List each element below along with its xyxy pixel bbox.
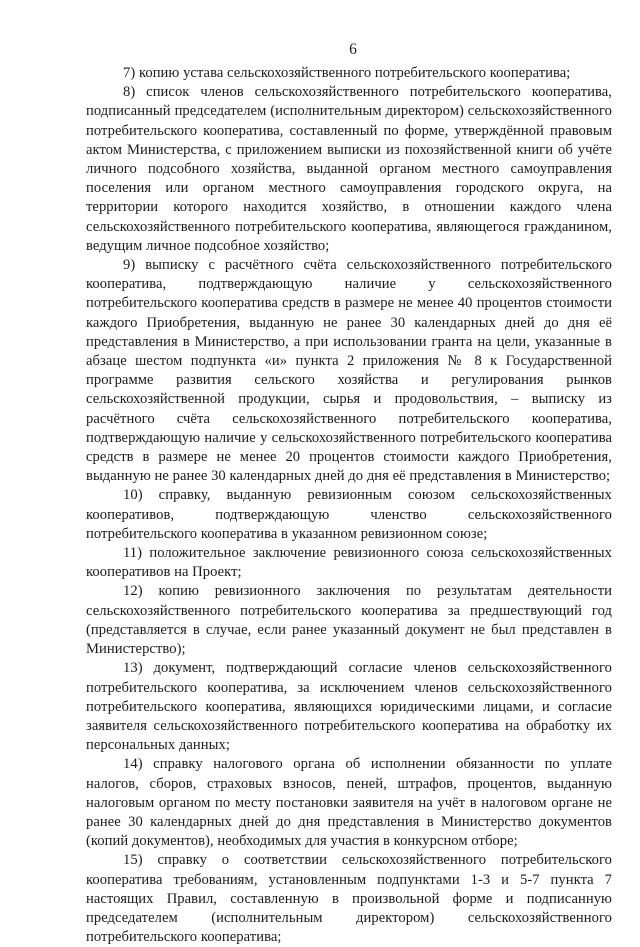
paragraph-item-12: 12) копию ревизионного заключения по результатам деятельности сельскохозяйственного потребительского кооператива за предшествующий год (представляется в случае, если ранее указанный документ не был представлен в Министерство); [86,583,612,658]
paragraph-item-9: 9) выписку с расчётного счёта сельскохозяйственного потребительского кооператива, подтверждающую наличие у сельскохозяйственного потребительского кооператива средств в размере не менее 40 процентов стоимости каждого Приобретения, выданную не ранее 30 календарных дней до дня её представления в Министерство, а при использовании гранта на цели, указанные в абзаце шестом подпункта «и» пункта 2 приложения № 8 к Государственной программе развития сельского хозяйства и регулирования рынков сельскохозяйственной продукции, сырья и продовольствия, – выписку из расчётного счёта сельскохозяйственного потребительского кооператива, подтверждающую наличие у сельскохозяйственного потребительского кооператива средств в размере не менее 20 процентов стоимости каждого Приобретения, выданную не ранее 30 календарных дней до дня её представления в Министерство; [86,257,612,485]
paragraph-item-13: 13) документ, подтверждающий согласие членов сельскохозяйственного потребительского кооператива, за исключением членов сельскохозяйственного потребительского кооператива, являющихся юридическими лицами, и согласие заявителя сельскохозяйственного потребительского кооператива на обработку их персональных данных; [86,660,612,754]
paragraph-item-15: 15) справку о соответствии сельскохозяйственного потребительского кооператива требованиям, установленным подпунктами 1-3 и 5-7 пункта 7 настоящих Правил, составленную в произвольной форме и подписанную председателем (исполнительным директором) сельскохозяйственного потребительского кооператива; [86,852,612,946]
page-number: 6 [349,41,357,58]
paragraph-item-7: 7) копию устава сельскохозяйственного потребительского кооператива; [123,65,571,81]
paragraph-item-11: 11) положительное заключение ревизионного союза сельскохозяйственных кооперативов на Проект; [86,545,612,581]
document-page [86,40,612,947]
paragraph-item-14: 14) справку налогового органа об исполнении обязанности по уплате налогов, сборов, страховых взносов, пеней, штрафов, процентов, выданную налоговым органом по месту постановки заявителя на учёт в налоговом органе не ранее 30 календарных дней до дня представления в Министерство документов (копий документов), необходимых для участия в конкурсном отборе; [86,756,612,850]
paragraph-item-8: 8) список членов сельскохозяйственного потребительского кооператива, подписанный председателем (исполнительным директором) сельскохозяйственного потребительского кооператива, составленный по форме, утверждённой правовым актом Министерства, с приложением выписки из похозяйственной книги об учёте личного подсобного хозяйства, выданной органом местного самоуправления поселения или органом местного самоуправления городского округа, на территории которого находится хозяйство, в отношении каждого члена сельскохозяйственного потребительского кооператива, являющегося гражданином, ведущим личное подсобное хозяйство; [86,84,612,254]
paragraph-item-10: 10) справку, выданную ревизионным союзом сельскохозяйственных кооперативов, подтверждающую членство сельскохозяйственного потребительского кооператива в указанном ревизионном союзе; [86,487,612,542]
